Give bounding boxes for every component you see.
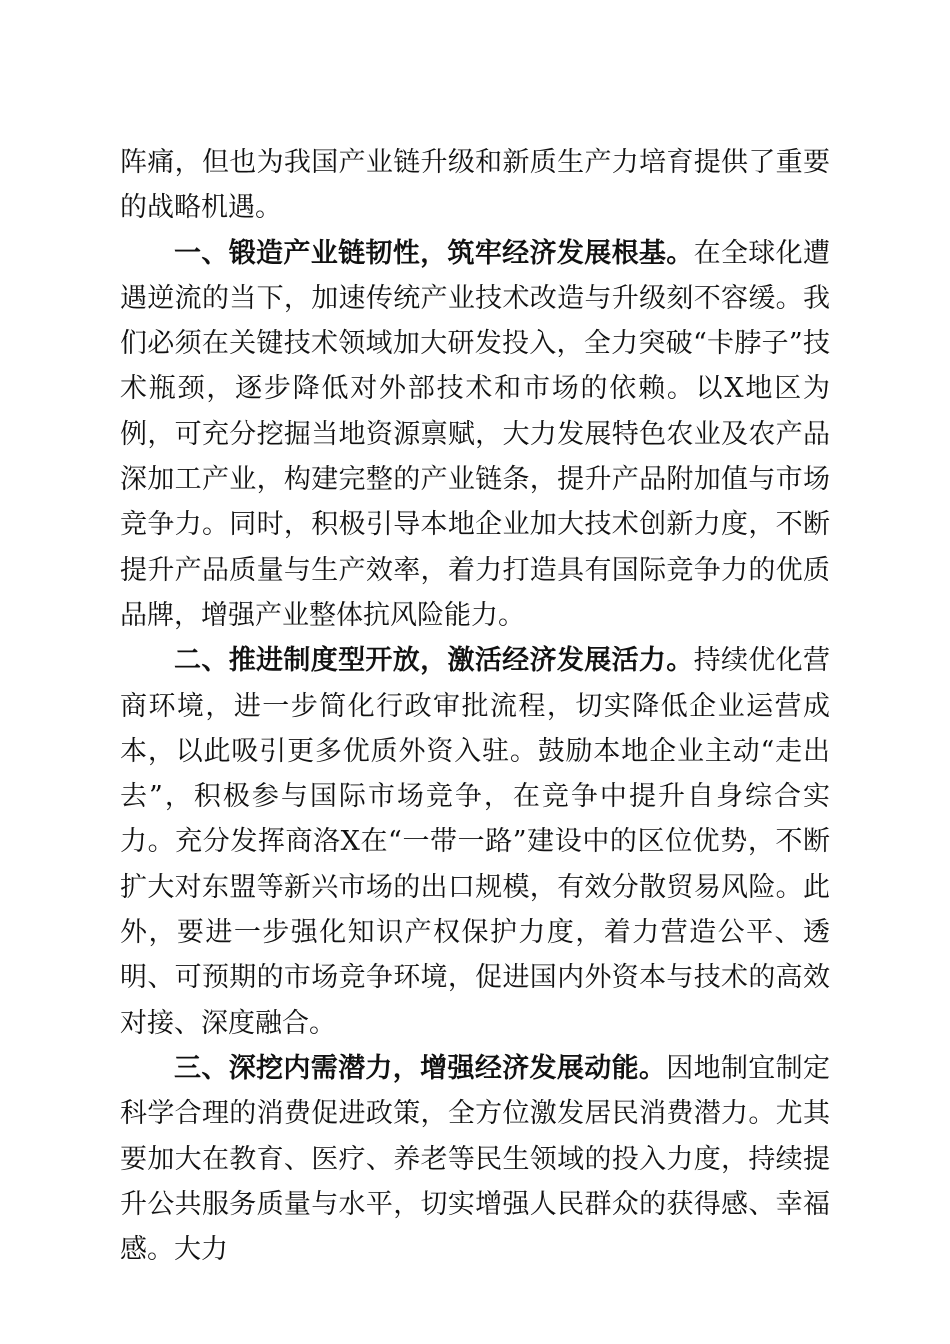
section-paragraph-3: [120, 1046, 830, 1272]
section-body-3: 因地制宜制定科学合理的消费促进政策，全方位激发居民消费潜力。尤其要加大在教育、医疗、养老等民生领域的投入力度，持续提升公共服务质量与水平，切实增强人民群众的获得感、幸福感。大力: [120, 1052, 831, 1266]
section-paragraph-2: [120, 638, 830, 1046]
section-body-2: 持续优化营商环境，进一步简化行政审批流程，切实降低企业运营成本，以此吸引更多优质外资入驻。鼓励本地企业主动“走出去”，积极参与国际市场竞争，在竞争中提升自身综合实力。充分发挥商洛X在“一带一路”建设中的区位优势，不断扩大对东盟等新兴市场的出口规模，有效分散贸易风险。此外，要进一步强化知识产权保护力度，着力营造公平、透明、可预期的市场竞争环境，促进国内外资本与技术的高效对接、深度融合。: [120, 645, 831, 1039]
opening-paragraph: 阵痛，但也为我国产业链升级和新质生产力培育提供了重要的战略机遇。: [120, 147, 830, 224]
document-body: [120, 140, 830, 1272]
section-heading-3: 三、深挖内需潜力，增强经济发展动能。: [174, 1052, 667, 1084]
section-heading-2: 二、推进制度型开放，激活经济发展活力。: [174, 645, 694, 677]
section-body-1: 在全球化遭遇逆流的当下，加速传统产业技术改造与升级刻不容缓。我们必须在关键技术领域加大研发投入，全力突破“卡脖子”技术瓶颈，逐步降低对外部技术和市场的依赖。以X地区为例，可充分挖掘当地资源禀赋，大力发展特色农业及农产品深加工产业，构建完整的产业链条，提升产品附加值与市场竞争力。同时，积极引导本地企业加大技术创新力度，不断提升产品质量与生产效率，着力打造具有国际竞争力的优质品牌，增强产业整体抗风险能力。: [120, 237, 831, 631]
section-paragraph-1: [120, 231, 830, 639]
section-heading-1: 一、锻造产业链韧性，筑牢经济发展根基。: [174, 237, 694, 269]
